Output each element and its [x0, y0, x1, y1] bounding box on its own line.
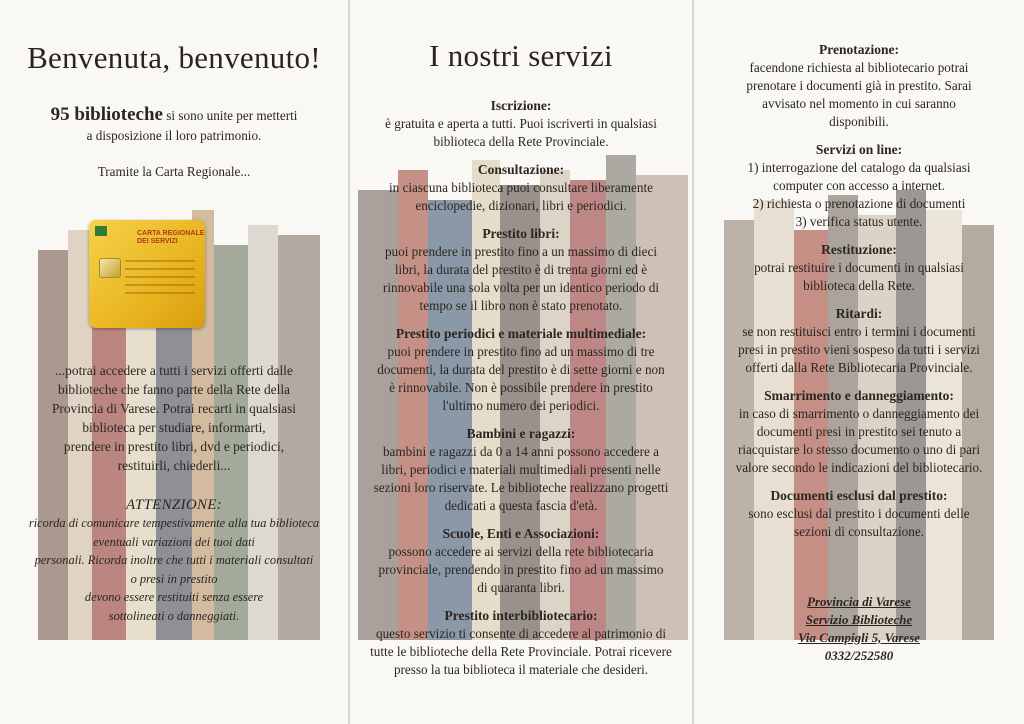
section-heading: Scuole, Enti e Associazioni:: [442, 526, 600, 541]
body-line: biblioteca per studiare, informarti,: [82, 420, 266, 435]
tramite-text: Tramite la Carta Regionale...: [97, 164, 251, 179]
section-line: puoi prendere in prestito fino a un massimo di dieci: [384, 244, 658, 259]
section-line: di quaranta libri.: [477, 580, 565, 595]
service-section-prestito-libri: [350, 224, 692, 315]
card-title-line1: CARTA REGIONALE: [137, 230, 205, 237]
service-section-interbibliotecario: [350, 606, 692, 679]
service-section-bambini: [350, 424, 692, 515]
section-line: tempo se il libro non è stato prenotato.: [419, 298, 623, 313]
body-line: restituirli, chiederli...: [117, 458, 231, 473]
service-section-consultazione: [350, 160, 692, 215]
footer-service: Servizio Biblioteche: [805, 612, 913, 627]
section-line: rinnovabile una sola volta per un identico periodo di: [382, 280, 660, 295]
section-line: computer con accesso a internet.: [773, 178, 945, 193]
welcome-title: Benvenuta, benvenuto!: [27, 40, 321, 75]
section-heading: Prestito interbibliotecario:: [444, 608, 598, 623]
section-line: presi in prestito vieni sospeso da tutti i servizi: [738, 342, 980, 357]
libraries-count-bold: 95 biblioteche: [50, 104, 163, 125]
section-heading: Ritardi:: [835, 306, 883, 321]
section-line: disponibili.: [829, 114, 889, 129]
section-line: sono esclusi dal prestito i documenti delle: [748, 506, 970, 521]
card-text-lines: [125, 260, 195, 300]
section-line: avvisato nel momento in cui saranno: [762, 96, 956, 111]
service-section-scuole: [350, 524, 692, 597]
footer-phone: 0332/252580: [824, 648, 894, 663]
service-section-smarrimento: [694, 386, 1024, 477]
section-line: presso la tua biblioteca il materiale che desideri.: [393, 662, 649, 677]
section-line: documenti, la durata del prestito è di sette giorni e non: [377, 362, 665, 377]
service-section-restituzione: [694, 240, 1024, 295]
section-line: facendone richiesta al bibliotecario potrai: [749, 60, 969, 75]
footer-province: Provincia di Varese: [807, 594, 911, 609]
section-line: 3) verifica status utente.: [795, 214, 923, 229]
section-line: offerti dalla Rete Bibliotecaria Provinciale.: [745, 360, 973, 375]
section-line: 1) interrogazione del catalogo da qualsiasi: [747, 160, 971, 175]
body-line: ...potrai accedere a tutti i servizi offerti dalle: [55, 363, 293, 378]
section-line: biblioteca della Rete.: [803, 278, 915, 293]
attention-line: personali. Ricorda inoltre che tutti i materiali consultati: [34, 553, 314, 567]
service-section-online: [694, 140, 1024, 231]
section-line: provinciale, prendendo in prestito fino ad un massimo: [378, 562, 664, 577]
section-line: potrai restituire i documenti in qualsiasi: [754, 260, 964, 275]
section-line: questo servizio ti consente di accedere al patrimonio di: [375, 626, 667, 641]
section-heading: Bambini e ragazzi:: [466, 426, 576, 441]
chip-icon: [99, 258, 121, 278]
lombardia-logo-icon: [95, 226, 107, 236]
section-line: bambini e ragazzi da 0 a 14 anni possono accedere a: [382, 444, 660, 459]
section-heading: Iscrizione:: [490, 98, 552, 113]
section-line: biblioteca della Rete Provinciale.: [433, 134, 609, 149]
access-description: [0, 361, 348, 475]
section-heading: Prenotazione:: [819, 42, 899, 57]
panel-more-services: [694, 0, 1024, 724]
service-section-prestito-periodici: [350, 324, 692, 415]
section-heading: Prestito periodici e materiale multimediale:: [395, 326, 647, 341]
panel-welcome: [0, 0, 348, 724]
section-line: libri, periodici e materiali multimediali presenti nelle: [381, 462, 661, 477]
service-section-iscrizione: [350, 96, 692, 151]
service-section-prenotazione: [694, 40, 1024, 131]
section-line: possono accedere ai servizi della rete bibliotecaria: [388, 544, 654, 559]
section-line: prenotare i documenti già in prestito. Sarai: [746, 78, 972, 93]
section-line: enciclopedie, dizionari, libri e periodici.: [415, 198, 627, 213]
section-line: puoi prendere in prestito fino ad un massimo di tre: [387, 344, 655, 359]
section-line: è gratuita e aperta a tutti. Puoi iscriverti in qualsiasi: [385, 116, 657, 131]
section-line: in caso di smarrimento o danneggiamento dei: [738, 406, 980, 421]
attention-line: eventuali variazioni dei tuoi dati: [93, 534, 255, 549]
section-line: riacquistare lo stesso documento o uno di pari: [737, 442, 981, 457]
footer-address: Via Campigli 5, Varese: [797, 630, 921, 645]
section-line: se non restituisci entro i termini i documenti: [742, 324, 976, 339]
libraries-count-line2: a disposizione il loro patrimonio.: [86, 128, 262, 143]
section-heading: Prestito libri:: [482, 226, 560, 241]
section-line: libri, la durata del prestito è di trenta giorni ed è: [394, 262, 648, 277]
panel-services: [350, 0, 692, 724]
contact-footer: [694, 593, 1024, 665]
card-title-line2: DEI SERVIZI: [137, 238, 178, 245]
section-heading: Servizi on line:: [815, 142, 903, 157]
section-line: 2) richiesta o prenotazione di documenti: [752, 196, 966, 211]
body-line: Provincia di Varese. Potrai recarti in qualsiasi: [51, 401, 297, 416]
attention-line: sottolineati o danneggiati.: [108, 608, 240, 623]
attention-line: devono essere restituiti senza essere: [84, 590, 264, 604]
attention-title: ATTENZIONE:: [125, 497, 223, 513]
section-line: sezioni di consultazione.: [793, 524, 924, 539]
section-heading: Documenti esclusi dal prestito:: [770, 488, 948, 503]
section-line: tutte le biblioteche della Rete Provinciale. Potrai ricevere: [370, 644, 672, 659]
section-line: in ciascuna biblioteca puoi consultare liberamente: [388, 180, 653, 195]
body-line: prendere in prestito libri, dvd e periodici,: [63, 439, 285, 454]
service-section-esclusi: [694, 486, 1024, 541]
section-heading: Consultazione:: [477, 162, 565, 177]
panel3-content: [694, 0, 1024, 665]
section-line: sezioni loro riservate. Le biblioteche realizzano progetti: [373, 480, 669, 495]
section-heading: Restituzione:: [821, 242, 897, 257]
section-line: è rinnovabile. Non è possibile prendere in prestito: [389, 380, 653, 395]
libraries-count: [0, 106, 348, 125]
attention-line: ricorda di comunicare tempestivamente alla tua biblioteca: [28, 516, 320, 530]
section-heading: Smarrimento e danneggiamento:: [764, 388, 954, 403]
section-line: valore secondo le indicazioni del bibliotecario.: [735, 460, 983, 475]
section-line: dedicati a questa fascia d'età.: [444, 498, 598, 513]
section-line: documenti presi in prestito sei tenuto a: [756, 424, 962, 439]
services-title: I nostri servizi: [429, 38, 613, 73]
service-section-ritardi: [694, 304, 1024, 377]
attention-line: o presi in prestito: [130, 571, 218, 586]
attention-text: [0, 514, 348, 625]
regional-services-card: [89, 220, 205, 328]
body-line: biblioteche che fanno parte della Rete della: [58, 382, 290, 397]
panel2-content: [350, 0, 692, 679]
section-line: l'ultimo numero dei periodici.: [442, 398, 600, 413]
libraries-count-rest: si sono unite per metterti: [163, 108, 298, 123]
